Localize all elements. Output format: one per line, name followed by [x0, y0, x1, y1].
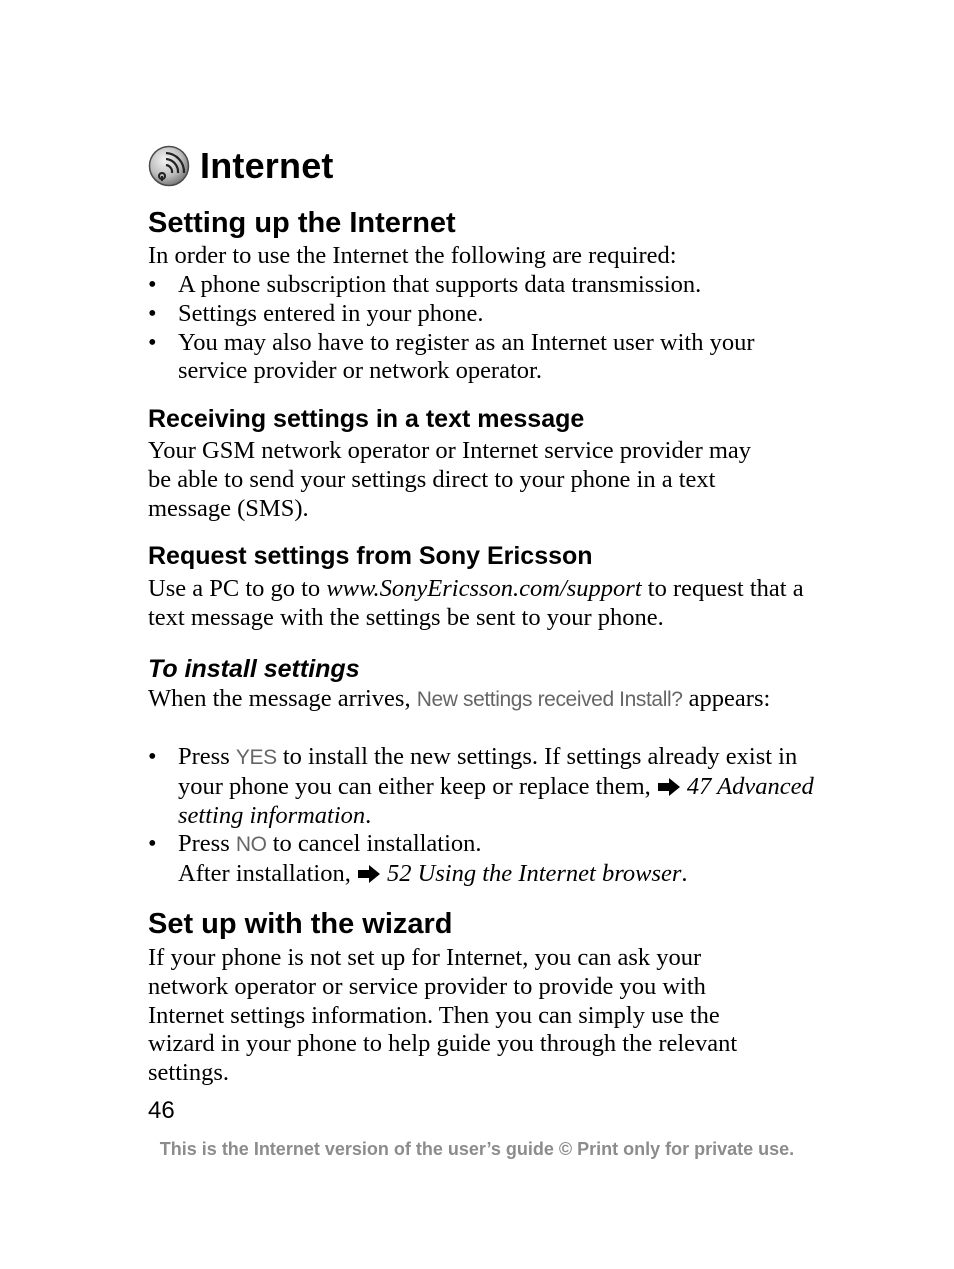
- no-key-label: NO: [235, 833, 267, 857]
- list-item: • A phone subscription that supports data transmission.: [148, 271, 702, 298]
- list-item: • Settings entered in your phone.: [148, 299, 484, 327]
- section-heading-wizard: Set up with the wizard: [148, 908, 453, 940]
- setup-intro: In order to use the Internet the following are required:: [148, 242, 677, 269]
- phone-message-text: New settings received Install?: [416, 688, 683, 711]
- list-item: • You may also have to register as an Internet user with your service provider or network operator.: [148, 328, 755, 385]
- page-title: Internet: [200, 145, 334, 186]
- request-body: Use a PC to go to www.SonyEricsson.com/support to request that a text message with the settings be sent to your phone.: [148, 575, 804, 631]
- title-row: [148, 142, 334, 190]
- section-heading-install: To install settings: [148, 655, 360, 683]
- yes-key-label: YES: [235, 746, 277, 769]
- install-intro: When the message arrives, New settings received Install? appears:: [148, 685, 771, 712]
- list-item: • Press YES to install the new settings. If settings already exist in your phone you can either keep or replace them, 47 Advanced setting information.: [148, 743, 814, 829]
- arrow-right-icon: [357, 865, 381, 883]
- section-heading-request: Request settings from Sony Ericsson: [148, 542, 593, 570]
- support-link: www.SonyEricsson.com/support: [326, 575, 642, 602]
- section-heading-receiving: Receiving settings in a text message: [148, 405, 585, 433]
- page-number: 46: [148, 1097, 175, 1124]
- reference-advanced-settings: 47 Advanced setting information: [178, 772, 814, 829]
- wizard-body: If your phone is not set up for Internet, you can ask your network operator or service provider to provide you with Internet settings information. Then you can simply use the wizard in your phone to help guide you through the relevant settings.: [148, 944, 738, 1087]
- arrow-right-icon: [657, 778, 681, 796]
- footer-notice: This is the Internet version of the user’s guide © Print only for private use.: [159, 1139, 795, 1159]
- list-item: • Press NO to cancel installation. After installation, 52 Using the Internet browser.: [148, 830, 688, 888]
- setup-requirements-list: [148, 271, 828, 386]
- internet-globe-icon: [148, 145, 190, 187]
- receiving-body: Your GSM network operator or Internet service provider may be able to send your settings direct to your phone in a text message (SMS).: [148, 437, 752, 522]
- reference-internet-browser: 52 Using the Internet browser: [386, 860, 682, 888]
- install-steps-list: [148, 743, 828, 889]
- section-heading-setup: Setting up the Internet: [148, 207, 456, 239]
